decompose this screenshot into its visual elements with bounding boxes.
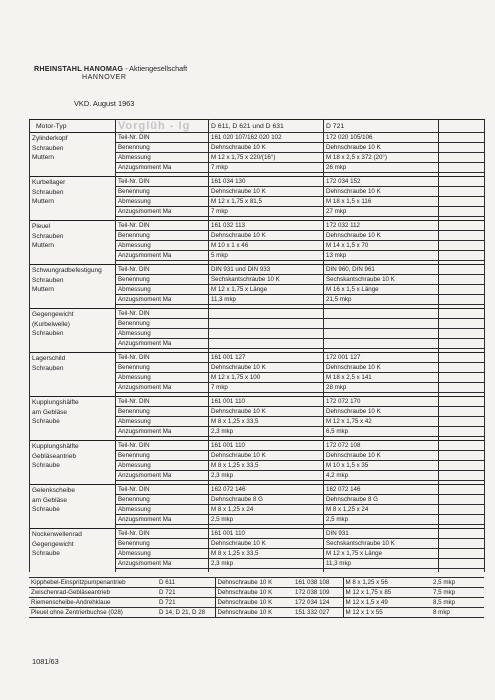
value-cell-blank — [439, 143, 485, 153]
value-cell-blank — [439, 485, 485, 495]
value-cell-b: 172 034 152 — [324, 177, 439, 187]
row-label: Abmessung — [116, 329, 209, 339]
group-title — [30, 529, 116, 573]
row-label: Teil-Nr. DIN — [116, 309, 209, 319]
bottom-row — [29, 598, 484, 608]
value-cell-blank — [439, 549, 485, 559]
value-cell-blank — [439, 319, 485, 329]
value-cell-a: M 10 x 1 x 46 — [209, 241, 324, 251]
row-label: Teil-Nr. DIN — [116, 529, 209, 539]
value-cell-b: 11,3 mkp — [324, 559, 439, 569]
value-cell-blank — [439, 163, 485, 173]
spacer-cell — [439, 569, 485, 573]
group-title-line: (Kurbelwelle) — [32, 320, 70, 328]
bottom-abmessung: M 12 x 1,5 x 49 — [343, 598, 431, 608]
value-cell-a: 162 072 146 — [209, 485, 324, 495]
value-cell-a: Dehnschraube 10 K — [209, 451, 324, 461]
value-cell-a: M 8 x 1,25 x 33,5 — [209, 549, 324, 559]
group-title-line: Gegengewicht — [32, 311, 74, 318]
row-label: Teil-Nr. DIN — [116, 485, 209, 495]
value-cell-blank — [439, 309, 485, 319]
row-label: Benennung — [116, 407, 209, 417]
value-cell-a: 7 mkp — [209, 383, 324, 393]
spacer-cell — [324, 569, 439, 573]
bottom-name: Zwischenrad-Gebläseantrieb — [29, 588, 157, 598]
value-cell-b — [324, 339, 439, 349]
row-label: Benennung — [116, 319, 209, 329]
value-cell-a: 7 mkp — [209, 207, 324, 217]
value-cell-b: 172 001 127 — [324, 353, 439, 363]
value-cell-a: 161 001 110 — [209, 529, 324, 539]
value-cell-blank — [439, 187, 485, 197]
group-title-line: Muttern — [32, 242, 55, 249]
spec-row — [30, 529, 485, 539]
row-label: Teil-Nr. DIN — [116, 265, 209, 275]
value-cell-a: M 8 x 1,25 x 33,5 — [209, 417, 324, 427]
row-label: Benennung — [116, 187, 209, 197]
row-label: Benennung — [116, 451, 209, 461]
value-cell-a: 7 mkp — [209, 163, 324, 173]
group-title-line: Schrauben — [32, 330, 64, 337]
value-cell-b — [324, 309, 439, 319]
value-cell-blank — [439, 221, 485, 231]
bottom-motor: D 611 — [157, 578, 215, 588]
value-cell-blank — [439, 407, 485, 417]
bottom-abmessung: M 12 x 1 x 55 — [343, 608, 431, 618]
spec-row — [30, 353, 485, 363]
value-cell-b: 6,5 mkp — [324, 427, 439, 437]
value-cell-blank — [439, 177, 485, 187]
group-title — [30, 441, 116, 485]
bottom-motor: D 14, D 21, D 28 — [157, 608, 215, 618]
value-cell-b: 172 020 105/106 — [324, 133, 439, 143]
value-cell-blank — [439, 495, 485, 505]
company-city: HANNOVER — [82, 74, 127, 81]
value-cell-blank — [439, 363, 485, 373]
value-cell-blank — [439, 197, 485, 207]
bottom-benennung: Dehnschraube 10 K — [215, 598, 293, 608]
row-label: Abmessung — [116, 549, 209, 559]
group-title-line: Pleuel — [32, 223, 51, 230]
value-cell-b: Dehnschraube 10 K — [324, 231, 439, 241]
value-cell-a: 2,3 mkp — [209, 559, 324, 569]
row-label: Abmessung — [116, 153, 209, 163]
bottom-torque: 8,5 mkp — [431, 598, 484, 608]
value-cell-a: 161 001 110 — [209, 441, 324, 451]
value-cell-blank — [439, 207, 485, 217]
row-label: Teil-Nr. DIN — [116, 177, 209, 187]
spec-row — [30, 177, 485, 187]
row-label: Abmessung — [116, 505, 209, 515]
bottom-teil: 172 038 109 — [293, 588, 343, 598]
value-cell-b: 172 072 170 — [324, 397, 439, 407]
value-cell-blank — [439, 559, 485, 569]
value-cell-b: Dehnschraube 8 G — [324, 495, 439, 505]
bottom-teil: 172 034 124 — [293, 598, 343, 608]
value-cell-blank — [439, 383, 485, 393]
row-label: Anzugsmoment Ma — [116, 163, 209, 173]
value-cell-blank — [439, 441, 485, 451]
group-title — [30, 133, 116, 177]
motor-type-label: Motor-Typ — [30, 120, 116, 133]
value-cell-blank — [439, 133, 485, 143]
column-header-b: D 721 — [324, 120, 439, 133]
spec-row — [30, 133, 485, 143]
value-cell-blank — [439, 295, 485, 305]
value-cell-b: M 8 x 1,25 x 24 — [324, 505, 439, 515]
row-label: Anzugsmoment Ma — [116, 383, 209, 393]
bottom-name: Riemenscheibe-Andrehklaue — [29, 598, 157, 608]
value-cell-b: 13 mkp — [324, 251, 439, 261]
value-cell-blank — [439, 397, 485, 407]
value-cell-b: Dehnschraube 10 K — [324, 451, 439, 461]
value-cell-b: Sechskantschraube 10 K — [324, 275, 439, 285]
value-cell-blank — [439, 329, 485, 339]
group-title-line: Schrauben — [32, 144, 64, 152]
bottom-benennung: Dehnschraube 10 K — [215, 608, 293, 618]
row-label: Anzugsmoment Ma — [116, 251, 209, 261]
group-title-line: Nockenwellenrad — [32, 531, 82, 538]
additional-bolts-table — [29, 577, 484, 618]
value-cell-blank — [439, 285, 485, 295]
value-cell-blank — [439, 515, 485, 525]
group-title-line: am Gebläse — [32, 496, 68, 504]
value-cell-blank — [439, 427, 485, 437]
value-cell-b: 172 072 108 — [324, 441, 439, 451]
value-cell-a: M 12 x 1,75 x 100 — [209, 373, 324, 383]
row-label: Anzugsmoment Ma — [116, 427, 209, 437]
row-label: Teil-Nr. DIN — [116, 221, 209, 231]
row-label: Benennung — [116, 231, 209, 241]
row-label: Benennung — [116, 539, 209, 549]
value-cell-blank — [439, 339, 485, 349]
value-cell-a: Dehnschraube 10 K — [209, 363, 324, 373]
value-cell-a — [209, 339, 324, 349]
group-title-line: Kupplungshälfte — [32, 443, 79, 450]
watermark: Vorglüh - Ig — [116, 120, 209, 133]
value-cell-a: Dehnschraube 10 K — [209, 231, 324, 241]
value-cell-b: 4,2 mkp — [324, 471, 439, 481]
spec-row — [30, 221, 485, 231]
value-cell-a: 2,3 mkp — [209, 427, 324, 437]
value-cell-blank — [439, 417, 485, 427]
group-title — [30, 177, 116, 221]
value-cell-b: M 18 x 2,5 x 372 (20°) — [324, 153, 439, 163]
value-cell-b — [324, 329, 439, 339]
value-cell-a — [209, 319, 324, 329]
value-cell-a: 2,5 mkp — [209, 515, 324, 525]
value-cell-a: M 8 x 1,25 x 33,5 — [209, 461, 324, 471]
value-cell-b: Dehnschraube 10 K — [324, 363, 439, 373]
value-cell-blank — [439, 373, 485, 383]
bottom-abmessung: M 12 x 1,75 x 85 — [343, 588, 431, 598]
group-title-line: Schwungradbefestigung — [32, 267, 102, 274]
bottom-teil: 151 332 027 — [293, 608, 343, 618]
value-cell-a: Dehnschraube 10 K — [209, 539, 324, 549]
value-cell-blank — [439, 231, 485, 241]
row-label: Benennung — [116, 143, 209, 153]
group-title-line: Schraube — [32, 418, 60, 425]
group-title-line: Schrauben — [32, 188, 64, 196]
value-cell-blank — [439, 153, 485, 163]
company-header — [34, 64, 187, 73]
value-cell-b: DIN 931 — [324, 529, 439, 539]
value-cell-b: DIN 960, DIN 961 — [324, 265, 439, 275]
row-label: Anzugsmoment Ma — [116, 339, 209, 349]
value-cell-a — [209, 329, 324, 339]
value-cell-b: 172 032 112 — [324, 221, 439, 231]
group-title-line: Schrauben — [32, 276, 64, 284]
row-label: Abmessung — [116, 197, 209, 207]
group-title-line: Kupplungshälfte — [32, 399, 79, 406]
group-title-line: Gegengewicht — [32, 540, 74, 548]
document-reference: VKD. August 1963 — [74, 99, 135, 108]
bottom-abmessung: M 8 x 1,25 x 56 — [343, 578, 431, 588]
group-title-line: am Gebläse — [32, 408, 68, 416]
row-label: Anzugsmoment Ma — [116, 295, 209, 305]
group-title — [30, 397, 116, 441]
row-label: Abmessung — [116, 461, 209, 471]
value-cell-blank — [439, 505, 485, 515]
value-cell-blank — [439, 251, 485, 261]
value-cell-a: 11,3 mkp — [209, 295, 324, 305]
value-cell-blank — [439, 275, 485, 285]
value-cell-b: Dehnschraube 10 K — [324, 187, 439, 197]
row-label: Teil-Nr. DIN — [116, 397, 209, 407]
bottom-teil: 161 038 108 — [293, 578, 343, 588]
value-cell-b: Sechskantschraube 10 K — [324, 539, 439, 549]
value-cell-blank — [439, 539, 485, 549]
value-cell-a: 161 001 110 — [209, 397, 324, 407]
group-title-line: Muttern — [32, 198, 55, 205]
spacer-cell — [209, 569, 324, 573]
value-cell-b: 162 072 146 — [324, 485, 439, 495]
value-cell-a: 161 034 130 — [209, 177, 324, 187]
bottom-motor: D 721 — [157, 588, 215, 598]
value-cell-a: Dehnschraube 8 G — [209, 495, 324, 505]
value-cell-a: Dehnschraube 10 K — [209, 187, 324, 197]
value-cell-blank — [439, 461, 485, 471]
row-label: Abmessung — [116, 285, 209, 295]
group-title-line: Schraube — [32, 550, 60, 557]
group-title-line: Schraube — [32, 506, 60, 513]
group-title-line: Lagerschild — [32, 355, 66, 362]
footer-code: 1081/63 — [32, 657, 59, 666]
group-title-line: Schraube — [32, 462, 60, 469]
group-title-line: Kurbellager — [32, 179, 66, 186]
group-title-line: Zylinderkopf — [32, 135, 68, 142]
spec-row — [30, 265, 485, 275]
bottom-benennung: Dehnschraube 10 K — [215, 588, 293, 598]
value-cell-a — [209, 309, 324, 319]
group-title — [30, 221, 116, 265]
group-title — [30, 485, 116, 529]
value-cell-b: M 12 x 1,75 x 42 — [324, 417, 439, 427]
bottom-motor: D 721 — [157, 598, 215, 608]
row-label: Benennung — [116, 495, 209, 505]
row-label: Anzugsmoment Ma — [116, 471, 209, 481]
group-title — [30, 265, 116, 309]
row-label: Abmessung — [116, 417, 209, 427]
company-name: RHEINSTAHL HANOMAG — [34, 64, 124, 73]
value-cell-b: M 12 x 1,75 x Länge — [324, 549, 439, 559]
bottom-row — [29, 578, 484, 588]
company-suffix: - Aktiengesellschaft — [125, 64, 188, 73]
spec-row — [30, 309, 485, 319]
value-cell-b: 26 mkp — [324, 163, 439, 173]
spec-row — [30, 441, 485, 451]
value-cell-blank — [439, 265, 485, 275]
value-cell-a: DIN 931 und DIN 933 — [209, 265, 324, 275]
value-cell-blank — [439, 471, 485, 481]
group-title — [30, 309, 116, 353]
value-cell-blank — [439, 353, 485, 363]
group-title-line: Gebläseantrieb — [32, 452, 77, 460]
bottom-torque: 2,5 mkp — [431, 578, 484, 588]
torque-spec-table — [29, 119, 485, 572]
group-title-line: Muttern — [32, 286, 55, 293]
value-cell-a: 161 020 107/162 020 102 — [209, 133, 324, 143]
bottom-row — [29, 608, 484, 618]
value-cell-a: M 12 x 1,75 x 81,5 — [209, 197, 324, 207]
value-cell-b: Dehnschraube 10 K — [324, 143, 439, 153]
row-label: Abmessung — [116, 241, 209, 251]
bottom-name: Kipphebel-Einspritzpumpenantrieb — [29, 578, 157, 588]
group-title-line: Muttern — [32, 154, 55, 161]
bottom-benennung: Dehnschraube 10 K — [215, 578, 293, 588]
motor-type-row — [30, 120, 485, 133]
value-cell-a: Dehnschraube 10 K — [209, 407, 324, 417]
row-label: Teil-Nr. DIN — [116, 133, 209, 143]
column-header-blank — [439, 120, 485, 133]
value-cell-blank — [439, 241, 485, 251]
spec-row — [30, 397, 485, 407]
group-title-line: Schrauben — [32, 232, 64, 240]
value-cell-a: Dehnschraube 10 K — [209, 143, 324, 153]
value-cell-a: M 12 x 1,75 x Länge — [209, 285, 324, 295]
row-label: Benennung — [116, 275, 209, 285]
spec-row — [30, 485, 485, 495]
value-cell-a: 2,3 mkp — [209, 471, 324, 481]
row-label: Abmessung — [116, 373, 209, 383]
row-label: Teil-Nr. DIN — [116, 353, 209, 363]
row-label: Benennung — [116, 363, 209, 373]
spacer-cell — [116, 569, 209, 573]
value-cell-a: 5 mkp — [209, 251, 324, 261]
bottom-torque: 7,5 mkp — [431, 588, 484, 598]
value-cell-a: Sechskantschraube 10 K — [209, 275, 324, 285]
value-cell-b: 27 mkp — [324, 207, 439, 217]
bottom-row — [29, 588, 484, 598]
bottom-name: Pleuel ohne Zentrierbuchse (028) — [29, 608, 157, 618]
value-cell-b: M 18 x 2,5 x 141 — [324, 373, 439, 383]
value-cell-a: 161 001 127 — [209, 353, 324, 363]
group-title-line: Schrauben — [32, 364, 64, 372]
value-cell-b: 21,5 mkp — [324, 295, 439, 305]
value-cell-b: M 16 x 1,5 x Länge — [324, 285, 439, 295]
value-cell-b — [324, 319, 439, 329]
row-label: Anzugsmoment Ma — [116, 515, 209, 525]
value-cell-blank — [439, 529, 485, 539]
row-label: Teil-Nr. DIN — [116, 441, 209, 451]
value-cell-b: 2,5 mkp — [324, 515, 439, 525]
group-title — [30, 353, 116, 397]
value-cell-b: M 18 x 1,5 x 116 — [324, 197, 439, 207]
bottom-torque: 8 mkp — [431, 608, 484, 618]
value-cell-blank — [439, 451, 485, 461]
value-cell-b: Dehnschraube 10 K — [324, 407, 439, 417]
row-label: Anzugsmoment Ma — [116, 207, 209, 217]
value-cell-b: M 14 x 1,5 x 70 — [324, 241, 439, 251]
value-cell-a: M 12 x 1,75 x 220/(16°) — [209, 153, 324, 163]
value-cell-b: M 10 x 1,5 x 35 — [324, 461, 439, 471]
group-title-line: Gelenkscheibe — [32, 487, 75, 494]
value-cell-a: 161 032 113 — [209, 221, 324, 231]
value-cell-a: M 8 x 1,25 x 24 — [209, 505, 324, 515]
column-header-a: D 611, D 621 und D 631 — [209, 120, 324, 133]
value-cell-b: 28 mkp — [324, 383, 439, 393]
row-label: Anzugsmoment Ma — [116, 559, 209, 569]
